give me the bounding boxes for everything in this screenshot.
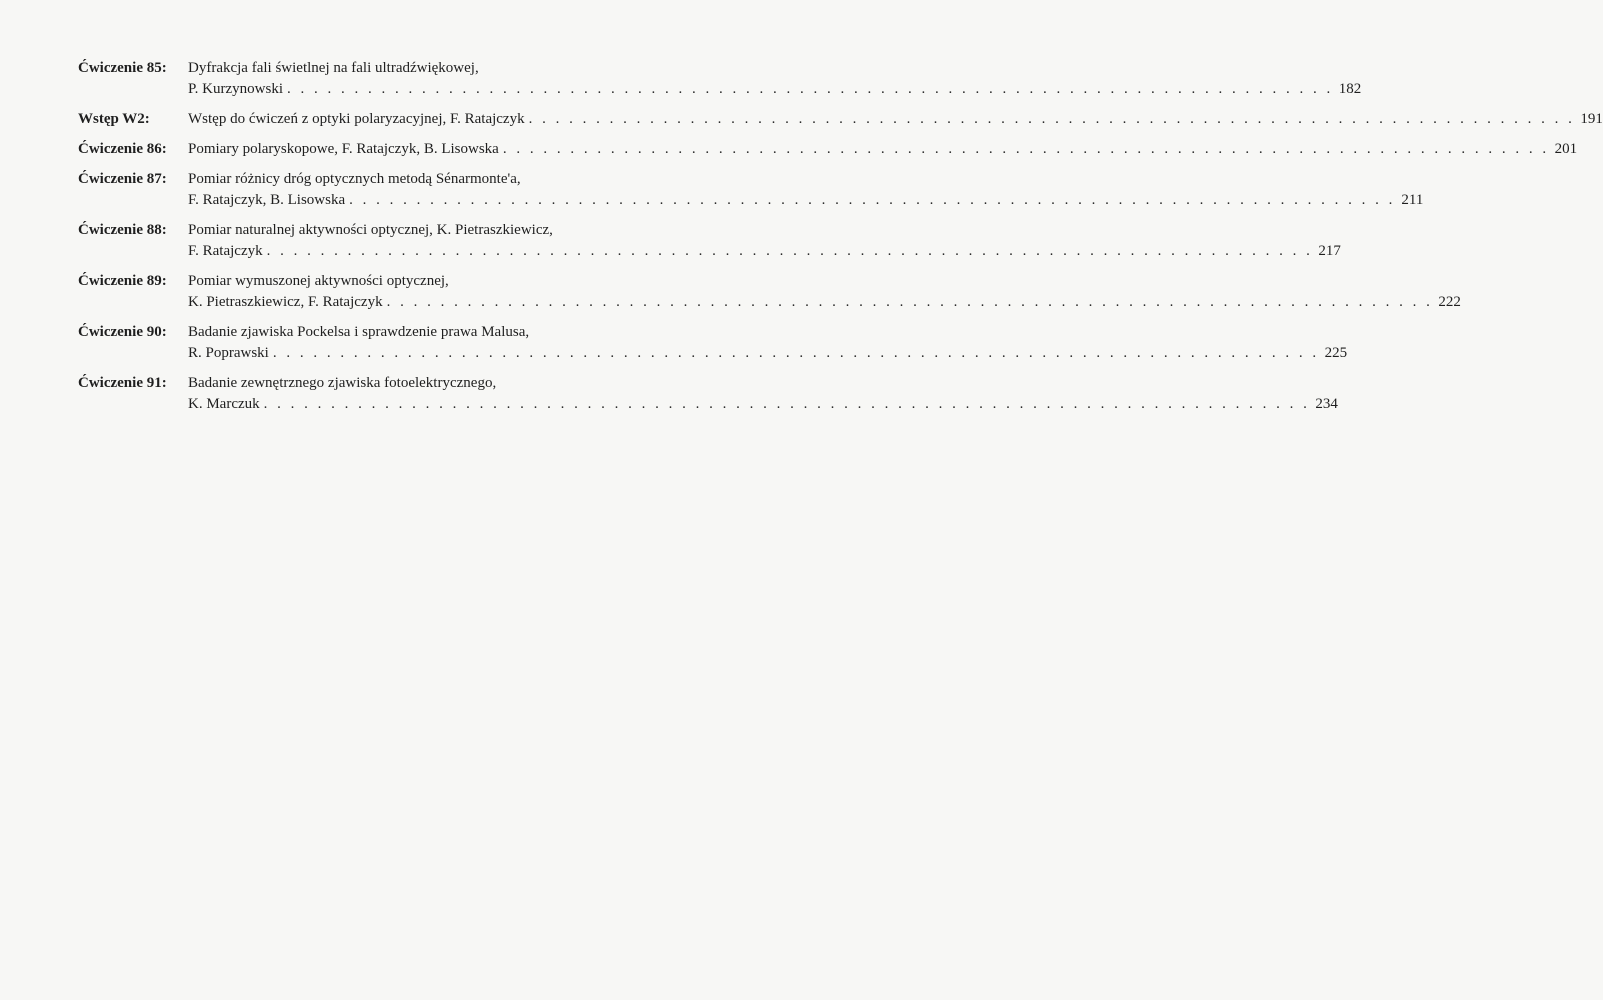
toc-entry [78, 58, 1362, 100]
entry-body [188, 271, 1461, 313]
entry-author-line [188, 190, 1423, 211]
page-number: 217 [1318, 243, 1341, 259]
exercise-label: Wstęp W2: [78, 111, 150, 127]
dot-leader [387, 292, 1433, 313]
exercise-label: Ćwiczenie 86: [78, 141, 167, 157]
entry-body [188, 322, 1347, 364]
exercise-label: Ćwiczenie 87: [78, 171, 167, 187]
table-of-contents [78, 58, 1603, 424]
page-number: 191 [1580, 111, 1603, 127]
toc-entry [78, 139, 1578, 160]
entry-body [188, 139, 1577, 160]
toc-entry [78, 271, 1461, 313]
dot-leader [273, 343, 1319, 364]
page-number: 182 [1338, 81, 1362, 97]
entry-title-line [188, 322, 1347, 343]
entry-author-line [188, 394, 1338, 415]
entry-author-line [188, 79, 1361, 100]
exercise-label: Ćwiczenie 89: [78, 273, 167, 289]
entry-title: Badanie zjawiska Pockelsa i sprawdzenie prawa Malusa, [188, 324, 530, 340]
entry-body [188, 109, 1603, 130]
toc-entry [78, 220, 1341, 262]
dot-leader [503, 139, 1549, 160]
dot-leader [264, 394, 1310, 415]
entry-body [188, 220, 1341, 262]
page-number: 201 [1554, 141, 1578, 157]
entry-author-line [188, 343, 1347, 364]
exercise-label: Ćwiczenie 88: [78, 222, 167, 238]
page-number: 222 [1438, 294, 1461, 310]
entry-title-line [188, 109, 1603, 130]
exercise-label: Ćwiczenie 85: [78, 60, 167, 76]
entry-body [188, 373, 1338, 415]
entry-title: Wstęp do ćwiczeń z optyki polaryzacyjnej, F. Ratajczyk [188, 111, 525, 127]
entry-authors: P. Kurzynowski [188, 81, 284, 97]
entry-title: Pomiar naturalnej aktywności optycznej, K. Pietraszkiewicz, [188, 222, 553, 238]
entry-author-line [188, 292, 1461, 313]
entry-title: Dyfrakcja fali świetlnej na fali ultradźwiękowej, [188, 60, 479, 76]
dot-leader [267, 241, 1313, 262]
entry-title-line [188, 220, 1341, 241]
toc-entry [78, 373, 1338, 415]
dot-leader [529, 109, 1575, 130]
entry-body [188, 58, 1361, 100]
entry-title: Pomiar różnicy dróg optycznych metodą Sénarmonte'a, [188, 171, 521, 187]
entry-authors: K. Pietraszkiewicz, F. Ratajczyk [188, 294, 383, 310]
page-number: 211 [1401, 192, 1424, 208]
toc-entry [78, 109, 1603, 130]
entry-body [188, 169, 1423, 211]
toc-entry [78, 169, 1424, 211]
entry-title-line [188, 58, 1361, 79]
entry-title: Pomiar wymuszonej aktywności optycznej, [188, 273, 449, 289]
toc-entry [78, 322, 1348, 364]
dot-leader [287, 79, 1333, 100]
entry-title-line [188, 271, 1461, 292]
entry-authors: R. Poprawski [188, 345, 269, 361]
entry-authors: F. Ratajczyk [188, 243, 263, 259]
entry-title: Pomiary polaryskopowe, F. Ratajczyk, B. Lisowska [188, 141, 499, 157]
entry-title: Badanie zewnętrznego zjawiska fotoelektrycznego, [188, 375, 497, 391]
exercise-label: Ćwiczenie 91: [78, 375, 167, 391]
dot-leader [349, 190, 1395, 211]
entry-authors: F. Ratajczyk, B. Lisowska [188, 192, 346, 208]
entry-title-line [188, 169, 1423, 190]
entry-author-line [188, 241, 1341, 262]
exercise-label: Ćwiczenie 90: [78, 324, 167, 340]
entry-authors: K. Marczuk [188, 396, 260, 412]
page-number: 234 [1315, 396, 1338, 412]
entry-title-line [188, 139, 1577, 160]
entry-title-line [188, 373, 1338, 394]
page-number: 225 [1324, 345, 1348, 361]
